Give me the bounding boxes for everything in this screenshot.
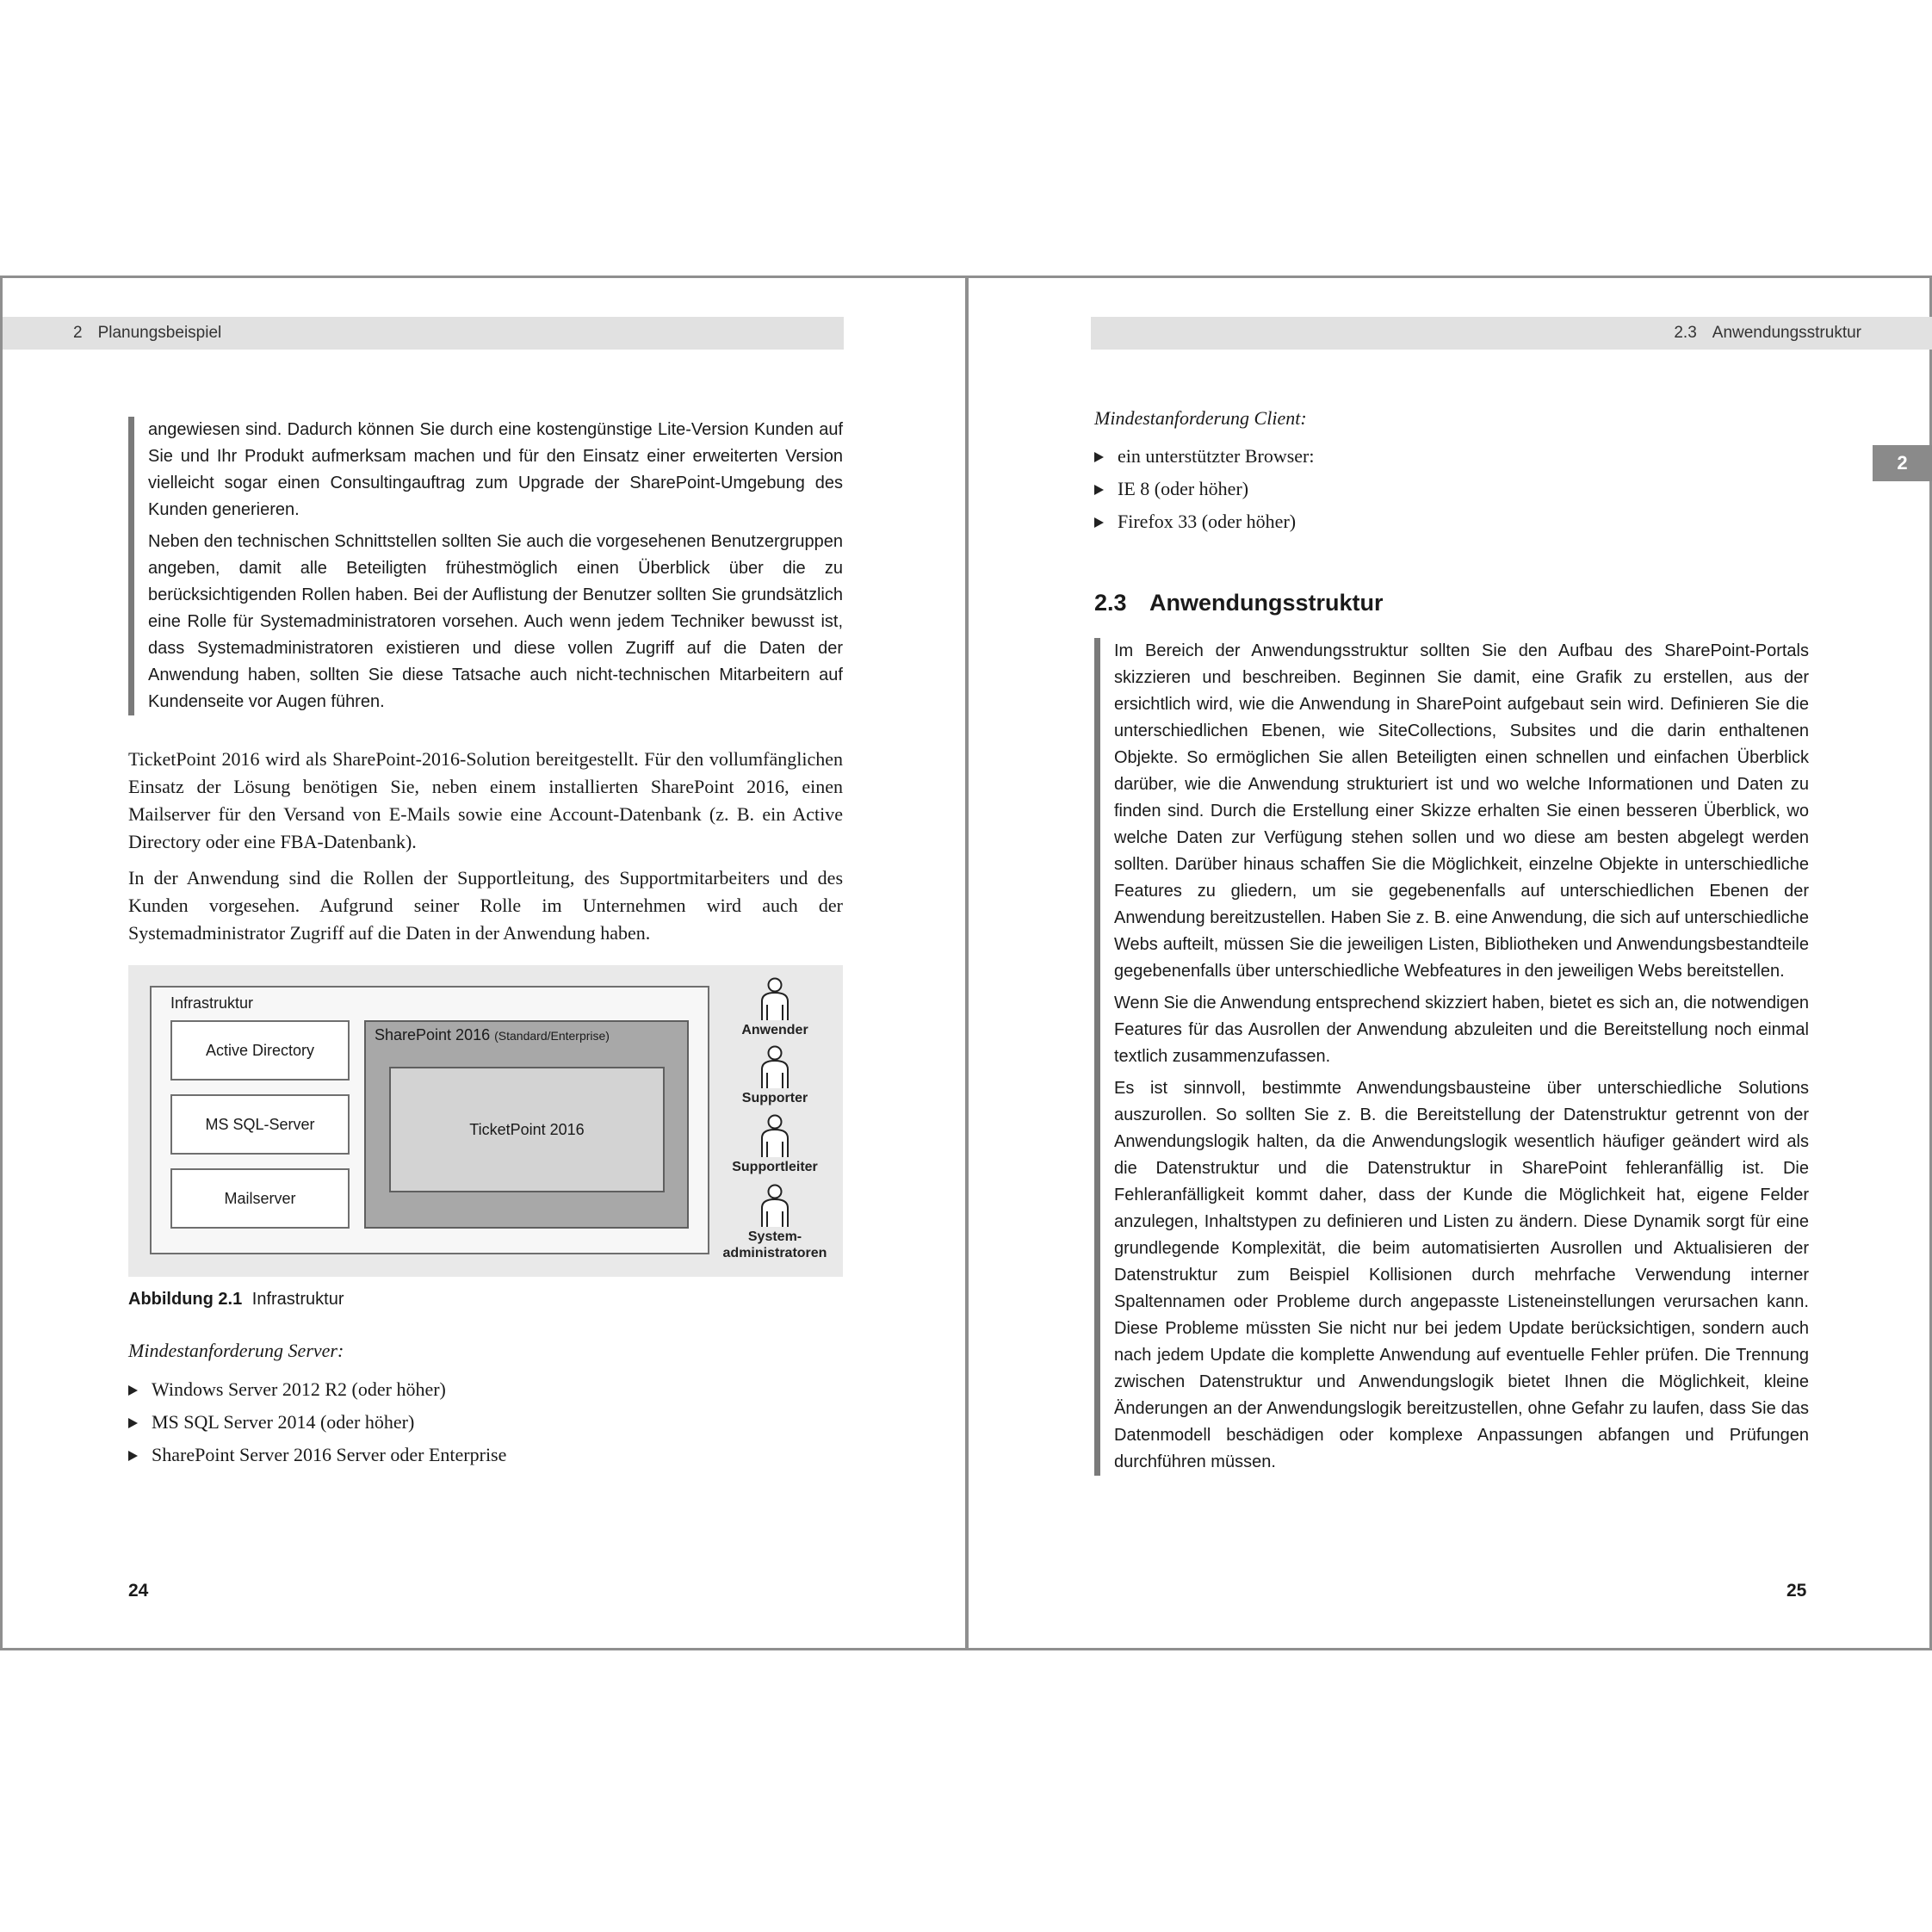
actor-supporter bbox=[723, 1045, 827, 1106]
boxed-note bbox=[128, 417, 843, 715]
server-requirements-heading: Mindestanforderung Server: bbox=[128, 1340, 344, 1361]
header-section-title: Anwendungsstruktur bbox=[1712, 324, 1861, 342]
triangle-bullet-icon bbox=[128, 1385, 138, 1396]
triangle-bullet-icon bbox=[128, 1418, 138, 1428]
right-page bbox=[966, 276, 1932, 1650]
list-item bbox=[1094, 440, 1809, 473]
header-chapter-title: Planungsbeispiel bbox=[97, 324, 222, 342]
header-chapter-number: 2 bbox=[73, 324, 83, 342]
list-item bbox=[128, 1439, 843, 1471]
caption-text: Infrastruktur bbox=[251, 1290, 344, 1309]
infrastructure-figure bbox=[128, 965, 843, 1277]
left-page bbox=[0, 276, 968, 1650]
sharepoint-title: SharePoint 2016 bbox=[375, 1026, 491, 1043]
triangle-bullet-icon bbox=[128, 1451, 138, 1461]
body-paragraph: In der Anwendung sind die Rollen der Supportleitung, des Supportmitarbeiters und des Kunden vorgesehen. Aufgrund seiner Rolle im Unternehmen wird auch der Systemadministrator Zugriff auf die Daten in der Anwendung haben. bbox=[128, 867, 843, 944]
boxed-paragraph: Im Bereich der Anwendungsstruktur sollten Sie den Aufbau des SharePoint-Portals skizzieren und beschreiben. Beginnen Sie damit, eine Grafik zu erstellen, aus der ersichtlich wird, wie die Anwendung in SharePoint aufgebaut sein wird. Definieren Sie die unterschiedlichen Ebenen, wie SiteCollections, Subsites und die darin enthaltenen Objekte. So ermöglichen Sie allen Beteiligten einen schnellen und einfachen Überblick darüber, wie die Anwendung strukturiert ist und wo welche Informationen und Daten zu finden sind. Durch die Erstellung einer Skizze erhalten Sie einen besseren Überblick, wo welche Daten zur Verfügung stehen sollen und wo diese am besten abgelegt werden sollten. Darüber hinaus schaffen Sie die Möglichkeit, einzelne Objekte in unterschiedliche Features zu gliedern, um sie gegebenenfalls auf unterschiedlichen Ebenen der Anwendung bereitzustellen. Haben Sie z. B. eine Anwendung, die sich auf unterschiedliche Webs aufteilt, müssen Sie die jeweiligen Listen, Bibliotheken und Anwendungsbestandteile gegebenenfalls über unterschiedliche Webfeatures in den jeweiligen Webs bereitstellen. bbox=[1114, 641, 1809, 981]
triangle-bullet-icon bbox=[1094, 485, 1104, 495]
list-item bbox=[1094, 473, 1809, 505]
page-number: 25 bbox=[1786, 1581, 1807, 1601]
sharepoint-edition: (Standard/Enterprise) bbox=[494, 1029, 610, 1043]
boxed-paragraph: Neben den technischen Schnittstellen sollten Sie auch die vorgesehenen Benutzergruppen angeben, damit alle Beteiligten frühestmöglich einen Überblick über die zu berücksichtigenden Rollen haben. Bei der Auflistung der Benutzer sollten Sie grundsätzlich eine Rolle für Systemadministratoren vorsehen. Auch wenn jedem Techniker bewusst ist, dass Systemadministratoren existieren und diese vollen Zugriff auf die Daten der Anwendung haben, sollten Sie diese Tatsache auch nicht-technischen Mitarbeitern auf Kundenseite vor Augen führen. bbox=[148, 532, 843, 711]
section-number: 2.3 bbox=[1094, 590, 1127, 616]
chapter-tab: 2 bbox=[1873, 445, 1932, 481]
list-item bbox=[128, 1406, 843, 1439]
person-icon bbox=[759, 1045, 790, 1090]
boxed-paragraph: Wenn Sie die Anwendung entsprechend skizziert haben, bietet es sich an, die notwendigen Features für das Ausrollen der Anwendung abzuleiten und die Bereitstellung noch einmal textlich zusammenzufassen. bbox=[1114, 994, 1809, 1066]
client-requirements-heading: Mindestanforderung Client: bbox=[1094, 407, 1307, 429]
active-directory-box: Active Directory bbox=[170, 1020, 350, 1081]
body-text bbox=[128, 746, 843, 947]
person-icon bbox=[759, 1114, 790, 1159]
server-requirements-list bbox=[128, 1373, 843, 1471]
actor-label: Anwender bbox=[741, 1023, 808, 1037]
section-title: Anwendungsstruktur bbox=[1149, 590, 1384, 616]
ticketpoint-box: TicketPoint 2016 bbox=[389, 1067, 665, 1192]
caption-label: Abbildung 2.1 bbox=[128, 1290, 243, 1309]
running-header bbox=[1091, 317, 1932, 350]
person-icon bbox=[759, 977, 790, 1022]
actor-label: Supportleiter bbox=[732, 1160, 818, 1174]
list-item-text: SharePoint Server 2016 Server oder Enterprise bbox=[152, 1444, 507, 1465]
sql-server-box: MS SQL-Server bbox=[170, 1094, 350, 1155]
list-item bbox=[1094, 505, 1809, 538]
actor-label: System- bbox=[747, 1229, 802, 1244]
boxed-note bbox=[1094, 638, 1809, 1476]
sharepoint-box bbox=[364, 1020, 689, 1229]
boxed-paragraph: Es ist sinnvoll, bestimmte Anwendungsbausteine über unterschiedliche Solutions auszurollen. So sollten Sie z. B. die Bereitstellung der Datenstruktur getrennt von der Anwendungslogik halten, da die Anwendungslogik wesentlich häufiger geändert wird als die Datenstruktur und die Datenstruktur in SharePoint fehleranfällig ist. Die Fehleranfälligkeit kommt daher, dass der Kunde die Möglichkeit hat, eigene Felder anzulegen, Inhaltstypen zu definieren und Listen zu ändern. Diese Dynamik sorgt für eine grundlegende Komplexität, die beim automatisierten Ausrollen und Aktualisieren der Datenstruktur zum Beispiel Kollisionen durch mehrfache Verwendung interner Spaltennamen oder Probleme durch angepasste Listeneinstellungen verursachen kann. Diese Probleme müssten Sie nicht nur bei jedem Update berücksichtigen, sondern auch nach jedem Update die komplette Anwendung auf eventuelle Fehler prüfen. Die Trennung zwischen Datenstruktur und Anwendungslogik bietet Ihnen die Möglichkeit, kleine Änderungen an der Anwendungslogik bereitzustellen, ohne Gefahr zu laufen, dass Sie das Datenmodell beschädigen oder komplexe Anpassungen abfangen und Prüfungen durchführen müssen. bbox=[1114, 1079, 1809, 1471]
mailserver-box: Mailserver bbox=[170, 1168, 350, 1229]
triangle-bullet-icon bbox=[1094, 517, 1104, 528]
client-requirements-list bbox=[1094, 440, 1809, 538]
section-heading bbox=[1094, 590, 1384, 616]
actor-label: administratoren bbox=[722, 1246, 827, 1260]
sharepoint-label bbox=[375, 1026, 610, 1044]
actor-systemadministratoren bbox=[715, 1184, 835, 1261]
boxed-paragraph: angewiesen sind. Dadurch können Sie durch eine kostengünstige Lite-Version Kunden auf Sie und Ihr Produkt aufmerksam machen und für den Einsatz einer erweiterten Version vielleicht sogar einen Consultingauftrag zum Upgrade der SharePoint-Umgebung des Kunden generieren. bbox=[148, 420, 843, 519]
page-number: 24 bbox=[128, 1581, 149, 1601]
running-header bbox=[3, 317, 844, 350]
actor-supportleiter bbox=[723, 1114, 827, 1175]
infrastructure-box bbox=[150, 986, 709, 1254]
list-item-text: ein unterstützter Browser: bbox=[1118, 445, 1315, 467]
body-paragraph: TicketPoint 2016 wird als SharePoint-2016-Solution bereitgestellt. Für den vollumfänglichen Einsatz der Lösung benötigen Sie, neben einem installierten SharePoint 2016, einen Mailserver für den Versand von E-Mails sowie eine Account-Datenbank (z. B. ein Active Directory oder eine FBA-Datenbank). bbox=[128, 748, 843, 852]
list-item-text: MS SQL Server 2014 (oder höher) bbox=[152, 1411, 415, 1433]
person-icon bbox=[759, 1184, 790, 1229]
infrastructure-label: Infrastruktur bbox=[170, 994, 254, 1012]
triangle-bullet-icon bbox=[1094, 452, 1104, 462]
figure-caption bbox=[128, 1290, 344, 1310]
list-item-text: IE 8 (oder höher) bbox=[1118, 478, 1249, 499]
list-item-text: Windows Server 2012 R2 (oder höher) bbox=[152, 1378, 446, 1400]
list-item-text: Firefox 33 (oder höher) bbox=[1118, 511, 1297, 532]
list-item bbox=[128, 1373, 843, 1406]
actor-anwender bbox=[723, 977, 827, 1038]
header-section-number: 2.3 bbox=[1674, 324, 1697, 342]
actor-label: Supporter bbox=[741, 1091, 808, 1105]
